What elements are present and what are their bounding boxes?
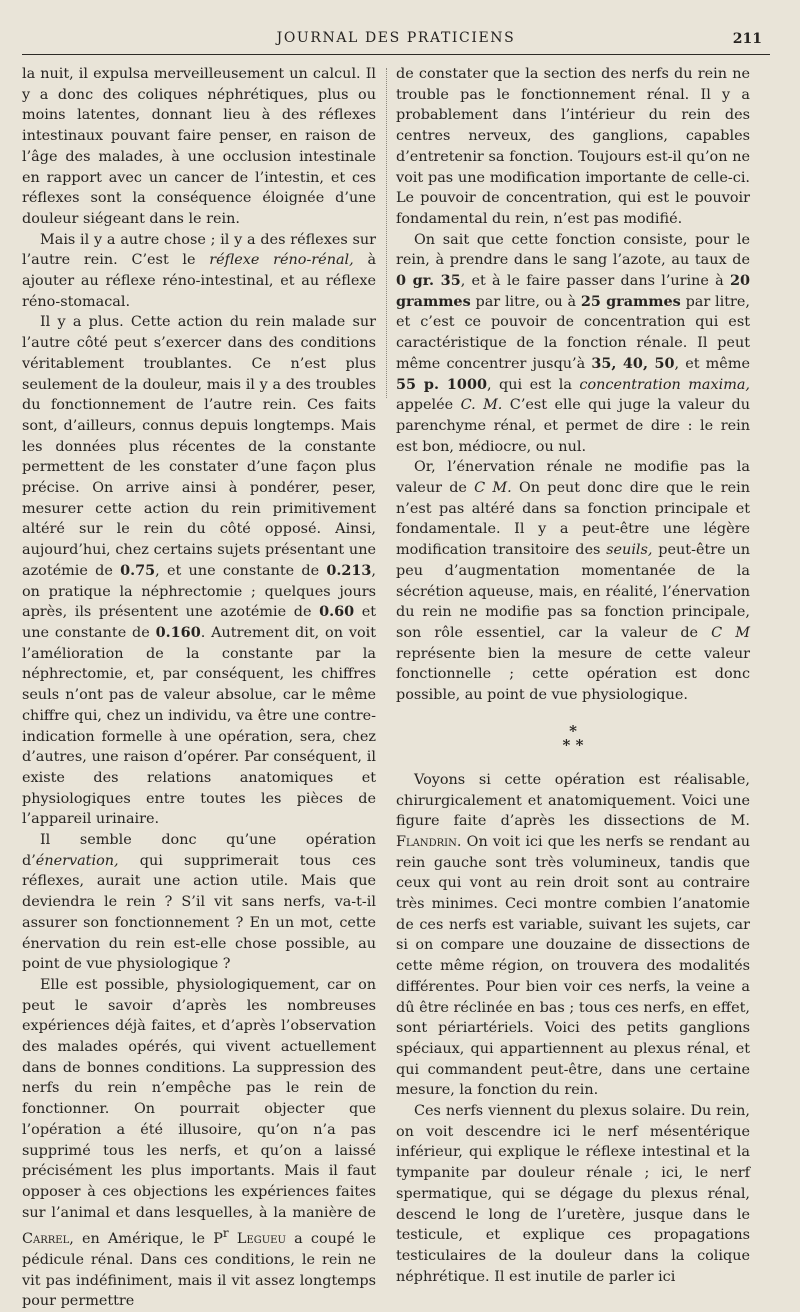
right-column — [396, 64, 750, 1287]
header-rule — [22, 54, 770, 55]
figure-value: 0.75 — [120, 561, 156, 579]
author-name: Legueu — [236, 1231, 286, 1248]
left-column — [22, 64, 376, 1312]
page-header — [22, 30, 770, 52]
figure-value: 0.213 — [326, 561, 372, 579]
figure-value: 0.60 — [319, 603, 355, 621]
running-title: JOURNAL DES PRATICIENS — [276, 30, 516, 46]
figure-value: 0.160 — [155, 623, 201, 641]
figure-value: 20 grammes — [396, 272, 750, 310]
author-name: Flandrin — [396, 833, 457, 850]
paragraph: Voyons si cette opération est réalisable, chirurgicalement et anatomiquement. Voici une figure faite d’après les dissections de M. Flandrin. On voit ici que les nerfs se rendant au rein gauche sont très volumineux, tandis que ceux qui vont au rein droit sont au contraire très minimes. Ceci montre combien l’anatomie de ces nerfs est variable, suivant les sujets, car si on compare une douzaine de dissections de cette même région, on trouvera des modalités différentes. Pour bien voir ces nerfs, la veine a dû être réclinée en bas ; tous ces nerfs, en effet, sont périartériels. Voici des petits ganglions spéciaux, qui appartiennent au plexus rénal, et qui commandent peut-être, dans une certaine mesure, la fonction du rein. — [396, 771, 750, 1099]
paragraph: Elle est possible, physiologiquement, car on peut le savoir d’après les nombreuses expériences déjà faites, et d’après l’observation des malades opérés, qui vivent actuellement dans de bonnes conditions. La suppression des nerfs du rein n’empêche pas le rein de fonctionner. On pourrait objecter que l’opération a été illusoire, qu’on n’a pas supprimé tous les nerfs, et qu’on a laissé précisément les plus importants. Mais il faut opposer à ces objections les expériences faites sur l’animal et dans lesquelles, à la manière de Carrel, en Amérique, le $P^r$ Legueu a coupé le pédicule rénal. Dans ces conditions, le rein ne vit pas indéfiniment, mais il vit assez longtemps pour permettre — [22, 976, 376, 1310]
paragraph: la nuit, il expulsa merveilleusement un calcul. Il y a donc des coliques néphrétiques, plus ou moins latentes, donnant lieu à des réflexes intestinaux pouvant faire penser, en raison de l’âge des malades, à une occlusion intestinale en rapport avec un cancer de l’intestin, et ces réflexes sont la conséquence éloignée d’une douleur siégeant dans le rein. — [22, 66, 376, 227]
paragraph: Ces nerfs viennent du plexus solaire. Du rein, on voit descendre ici le nerf mésentérique inférieur, qui explique le réflexe intestinal et la tympanite par douleur rénale ; ici, le nerf spermatique, qui se dégage du plexus rénal, descend le long de l’uretère, jusque dans le testicule, et explique ces propagations testiculaires de la douleur dans la colique néphrétique. Il est inutile de parler ici — [396, 1103, 750, 1285]
paragraph: Il semble donc qu’une opération d’énervation, qui supprimerait tous ces réflexes, aurait une action utile. Mais que deviendra le rein ? S’il vit sans nerfs, va-t-il assurer son fonctionnement ? En un mot, cette énervation du rein est-elle chose possible, au point de vue physiologique ? — [22, 832, 376, 973]
figure-value: 55 p. 1000 — [396, 375, 487, 393]
author-name: Carrel — [22, 1231, 70, 1248]
figure-value: 0 gr. 35 — [396, 272, 461, 290]
paragraph: de constater que la section des nerfs du rein ne trouble pas le fonctionnement rénal. Il y a probablement dans l’intérieur du rein des centres nerveux, des ganglions, capables d’entretenir sa fonction. Toujours est-il qu’on ne voit pas une modification importante de celle-ci. Le pouvoir de concentration, qui est le pouvoir fondamental du rein, n’est pas modifié. — [396, 66, 750, 227]
paragraph: Or, l’énervation rénale ne modifie pas la valeur de C M. On peut donc dire que le rein n’est pas altéré dans sa fonction principale et fondamentale. Il y a peut-être une légère modification transitoire des seuils, peut-être un peu d’augmentation momentanée de la sécrétion aqueuse, mais, en réalité, l’énervation du rein ne modifie pas sa fonction principale, son rôle essentiel, car la valeur de C M représente bien la mesure de cette valeur fonctionnelle ; cette opération est donc possible, au point de vue physiologique. — [396, 459, 750, 704]
figure-value: 25 grammes — [580, 292, 681, 310]
paragraph: On sait que cette fonction consiste, pour le rein, à prendre dans le sang l’azote, au taux de 0 gr. 35, et à le faire passer dans l’urine à 20 grammes par litre, ou à 25 grammes par litre, et c’est ce pouvoir de concentration qui est caractéristique de la fonction rénale. Il peut même concentrer jusqu’à 35, 40, 50, et même 55 p. 1000, qui est la concentration maxima, appelée C. M. C’est elle qui juge la valeur du parenchyme rénal, et permet de dire : le rein est bon, médiocre, ou nul. — [396, 231, 751, 455]
figure-value: 35, 40, 50 — [591, 354, 675, 372]
page-number: 211 — [732, 31, 762, 47]
paragraph: Mais il y a autre chose ; il y a des réflexes sur l’autre rein. C’est le réflexe réno-rénal, à ajouter au réflexe réno-intestinal, et au réflexe réno-stomacal. — [22, 231, 377, 310]
paragraph: Il y a plus. Cette action du rein malade sur l’autre côté peut s’exercer dans des conditions véritablement troublantes. Ce n’est plus seulement de la douleur, mais il y a des troubles du fonctionnement de l’autre rein. Ces faits sont, d’ailleurs, connus depuis longtemps. Mais les données plus récentes de la constante permettent de les constater d’une façon plus précise. On arrive ainsi à pondérer, peser, mesurer cette action du rein primitivement altéré sur le rein du côté opposé. Ainsi, aujourd’hui, chez certains sujets présentant une azotémie de 0.75, et une constante de 0.213, on pratique la néphrectomie ; quelques jours après, ils présentent une azotémie de 0.60 et une constante de 0.160. Autrement dit, on voit l’amélioration de la constante par la néphrectomie, et, par conséquent, les chiffres seuls n’ont pas de valeur absolue, car le même chiffre qui, chez un individu, va être une contre-indication formelle à une opération, sera, chez d’autres, une raison d’opérer. Par conséquent, il existe des relations anatomiques et physiologiques entre toutes les pièces de l’appareil urinaire. — [22, 314, 377, 828]
column-divider — [386, 68, 387, 398]
section-asterism: * * * — [562, 721, 584, 754]
